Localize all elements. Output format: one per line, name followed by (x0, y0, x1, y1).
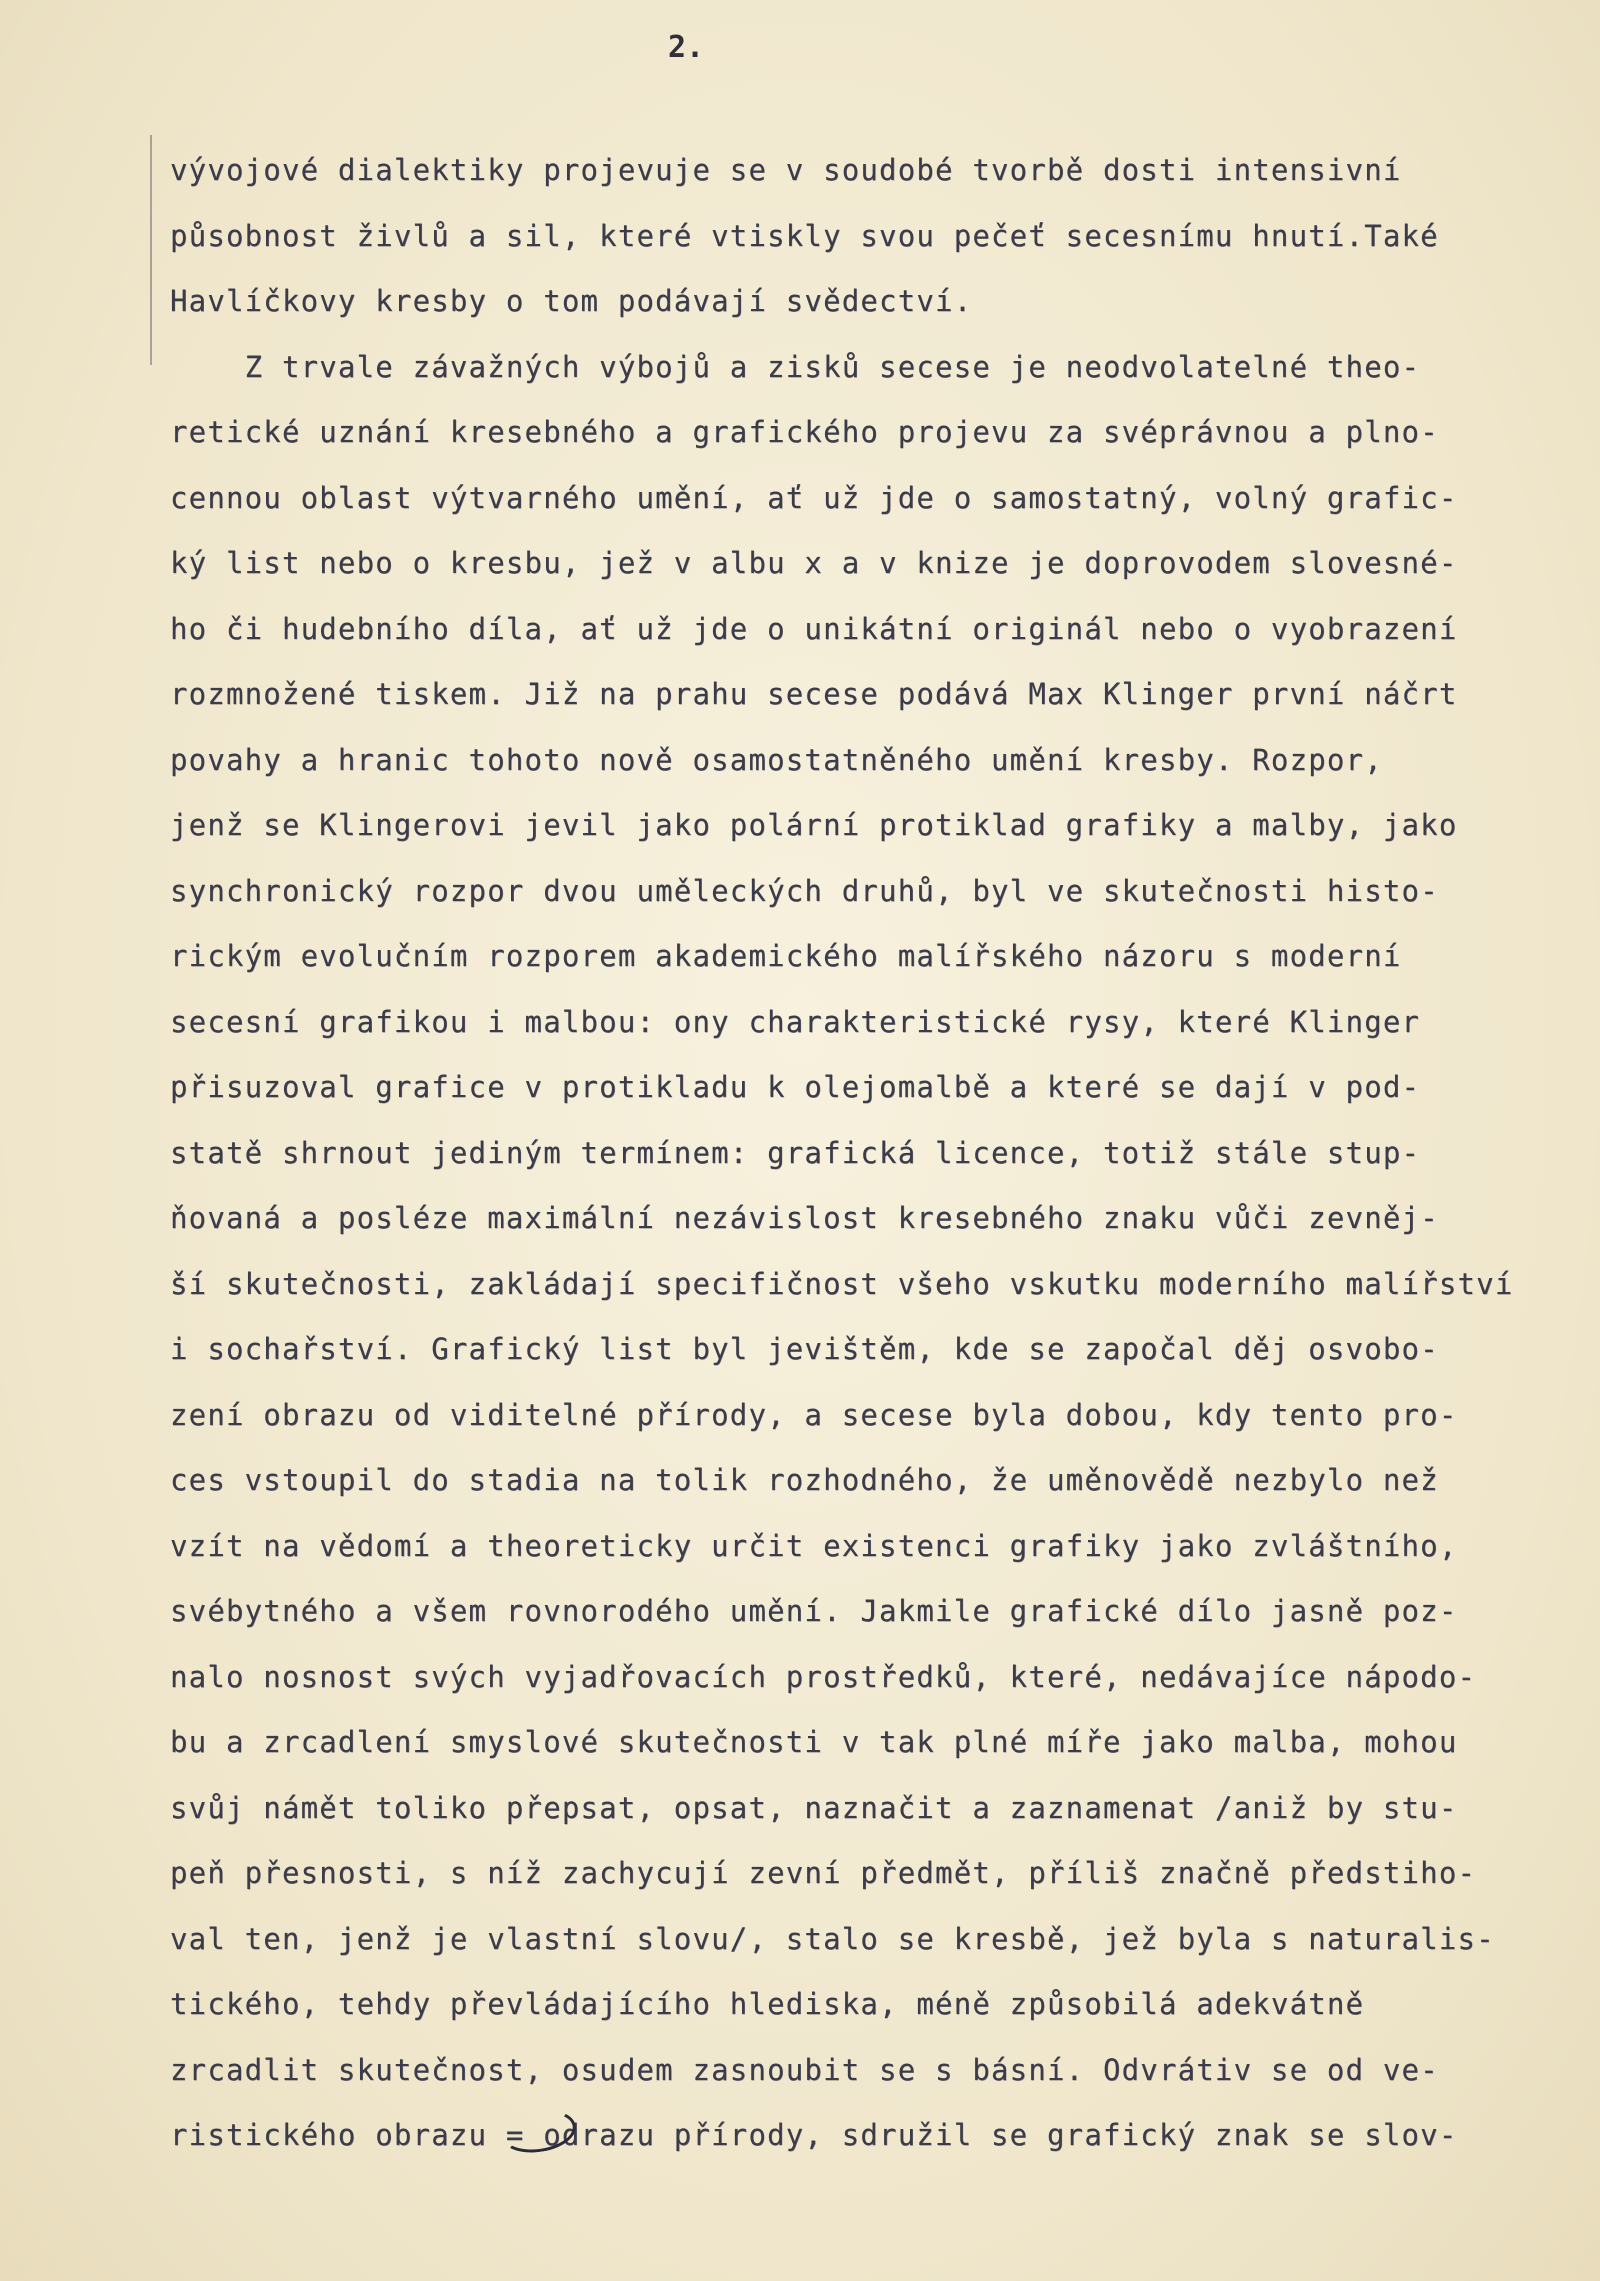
text-line: ristického obrazu = odrazu přírody, sdružil se grafický znak se slov- (170, 2118, 1458, 2152)
text-line: nalo nosnost svých vyjadřovacích prostředků, které, nedávajíce nápodo- (170, 1659, 1477, 1694)
text-line: val ten, jenž je vlastní slovu/, stalo se kresbě, jež byla s naturalis- (170, 1921, 1495, 1956)
text-line: ňovaná a posléze maximální nezávislost kresebného znaku vůči zevněj- (170, 1201, 1439, 1235)
text-line: povahy a hranic tohoto nově osamostatněného umění kresby. Rozpor, (170, 742, 1383, 777)
text-line: peň přesnosti, s níž zachycují zevní předmět, příliš značně předstiho- (170, 1856, 1477, 1890)
text-line: rickým evolučním rozporem akademického malířského názoru s moderní (170, 939, 1402, 973)
text-line: ký list nebo o kresbu, jež v albu x a v knize je doprovodem slovesné- (170, 546, 1458, 580)
page-number: 2. (668, 30, 705, 65)
margin-rule (150, 135, 152, 365)
text-line: ší skutečnosti, zakládají specifičnost všeho vskutku moderního malířství (170, 1266, 1514, 1301)
text-line: secesní grafikou i malbou: ony charakteristické rysy, které Klinger (170, 1004, 1421, 1039)
text-line: přisuzoval grafice v protikladu k olejomalbě a které se dají v pod- (170, 1070, 1421, 1104)
text-line: Havlíčkovy kresby o tom podávají svědectví. (170, 284, 973, 318)
text-line: vývojové dialektiky projevuje se v soudobé tvorbě dosti intensivní (170, 153, 1402, 187)
text-line: bu a zrcadlení smyslové skutečnosti v tak plné míře jako malba, mohou (170, 1725, 1458, 1759)
text-line: ces vstoupil do stadia na tolik rozhodného, že uměnovědě nezbylo než (170, 1463, 1439, 1497)
text-line: zrcadlit skutečnost, osudem zasnoubit se s básní. Odvrátiv se od ve- (170, 2052, 1439, 2087)
text-line: cennou oblast výtvarného umění, ať už jde o samostatný, volný grafic- (170, 480, 1458, 515)
text-line: synchronický rozpor dvou uměleckých druhů, byl ve skutečnosti histo- (170, 873, 1439, 908)
text-line: retické uznání kresebného a grafického projevu za svéprávnou a plno- (170, 415, 1439, 449)
text-line: jenž se Klingerovi jevil jako polární protiklad grafiky a malby, jako (170, 808, 1458, 842)
typewritten-text (170, 138, 1590, 2169)
text-line: statě shrnout jediným termínem: grafická licence, totiž stále stup- (170, 1135, 1421, 1170)
text-line: působnost živlů a sil, které vtiskly svou pečeť secesnímu hnutí.Také (170, 218, 1439, 253)
text-line: Z trvale závažných výbojů a zisků secese je neodvolatelné theo- (170, 349, 1421, 384)
text-line: svůj námět toliko přepsat, opsat, naznačit a zaznamenat /aniž by stu- (170, 1790, 1458, 1825)
text-line: ho či hudebního díla, ať už jde o unikátní originál nebo o vyobrazení (170, 611, 1458, 646)
text-line: svébytného a všem rovnorodého umění. Jakmile grafické dílo jasně poz- (170, 1594, 1458, 1628)
text-line: tického, tehdy převládajícího hlediska, méně způsobilá adekvátně (170, 1987, 1365, 2021)
text-line: i sochařství. Grafický list byl jevištěm, kde se započal děj osvobo- (170, 1332, 1439, 1366)
text-line: rozmnožené tiskem. Již na prahu secese podává Max Klinger první náčrt (170, 677, 1458, 711)
text-line: zení obrazu od viditelné přírody, a secese byla dobou, kdy tento pro- (170, 1397, 1458, 1432)
text-line: vzít na vědomí a theoreticky určit existenci grafiky jako zvláštního, (170, 1528, 1458, 1563)
